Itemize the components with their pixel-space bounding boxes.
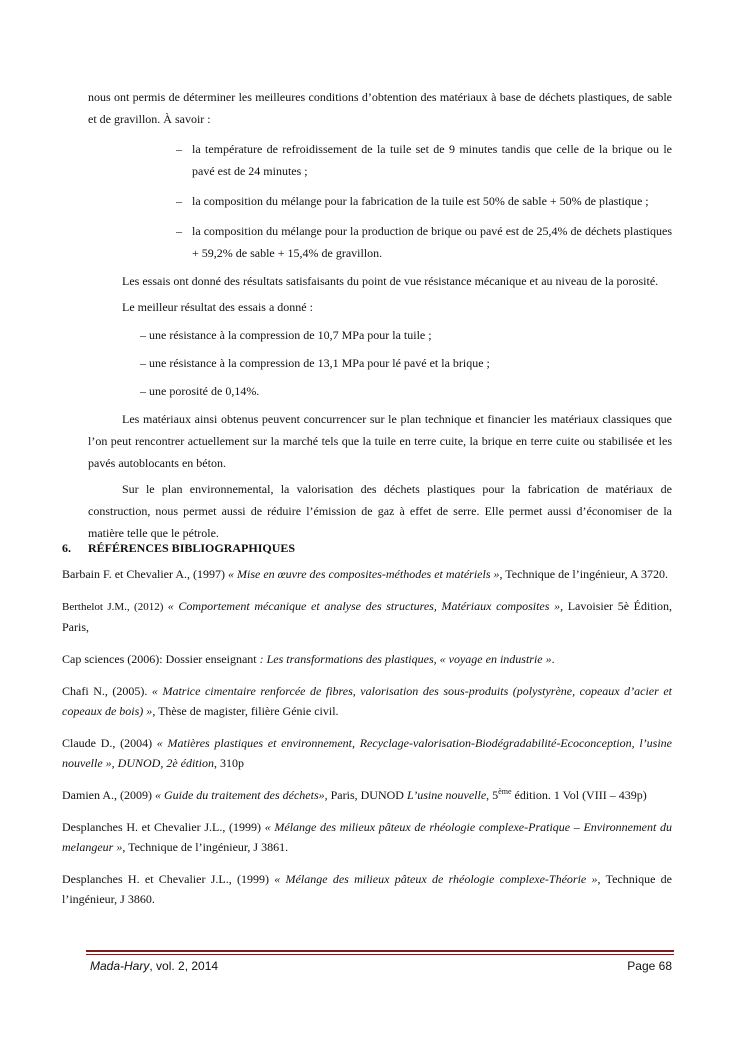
reference-entry <box>62 785 672 805</box>
reference-details: , 310p <box>213 756 244 770</box>
condition-item <box>176 138 672 182</box>
reference-series: L’usine nouvelle <box>406 788 487 802</box>
condition-text: la température de refroidissement de la tuile set de 9 minutes tandis que celle de la brique ou le pavé est de 24 minutes ; <box>192 142 672 178</box>
reference-author: Claude D., (2004) <box>62 736 157 750</box>
reference-list <box>62 564 672 921</box>
section-number: 6. <box>62 541 71 555</box>
reference-details: , Technique de l’ingénieur, A 3720. <box>499 567 668 581</box>
dash-marker: – <box>176 224 182 238</box>
reference-entry <box>62 869 672 909</box>
reference-details: , Thèse de magister, filière Génie civil. <box>152 704 339 718</box>
reference-author: Cap sciences (2006): Dossier enseignant <box>62 652 260 666</box>
best-result-item: – une porosité de 0,14%. <box>140 384 260 398</box>
reference-title: « Comportement mécanique et analyse des structures, Matériaux composites » <box>167 599 561 613</box>
intro-paragraph: nous ont permis de déterminer les meilleures conditions d’obtention des matériaux à base de déchets plastiques, de sable et de gravillon. À savoir : <box>88 90 672 126</box>
reference-title: « Mélange des milieux pâteux de rhéologie complexe-Pratique – Environnement du melangeur » <box>62 820 673 854</box>
reference-details: édition. 1 Vol (VIII – 439p) <box>511 788 647 802</box>
journal-details: , vol. 2, 2014 <box>149 959 219 973</box>
reference-author: Desplanches H. et Chevalier J.L., (1999) <box>62 872 275 886</box>
condition-item <box>176 190 672 212</box>
reference-details: , 5 <box>486 788 499 802</box>
dash-marker: – <box>176 194 182 208</box>
competition-paragraph: Les matériaux ainsi obtenus peuvent concurrencer sur le plan technique et financier les matériaux classiques que l’on peut rencontrer actuellement sur la marché tels que la tuile en terre cuite, la brique en terre cuite ou stabilisée et les pavés autoblocants en béton. <box>88 412 672 470</box>
reference-author: Chafi N., (2005). <box>62 684 152 698</box>
condition-text: la composition du mélange pour la fabrication de la tuile est 50% de sable + 50% de plastique ; <box>192 194 649 208</box>
reference-details: , Technique de l’ingénieur, J 3861. <box>122 840 289 854</box>
reference-title: « Mise en œuvre des composites-méthodes et matériels » <box>228 567 500 581</box>
journal-citation <box>90 956 218 976</box>
reference-details: , Technique de l’ingénieur, J 3860. <box>62 872 673 906</box>
section-heading <box>62 537 672 559</box>
reference-details: . <box>551 652 555 666</box>
reference-title: « Mélange des milieux pâteux de rhéologie complexe-Théorie » <box>274 872 598 886</box>
reference-entry <box>62 817 672 857</box>
dash-marker: – <box>176 142 182 156</box>
reference-title: : Les transformations des plastiques, « voyage en industrie » <box>259 652 552 666</box>
ordinal-superscript: ème <box>498 787 512 796</box>
condition-text: la composition du mélange pour la production de brique ou pavé est de 25,4% de déchets plastiques + 59,2% de sable + 15,4% de gravillon. <box>192 224 672 260</box>
page-number: Page 68 <box>627 959 672 973</box>
footer-divider-thin <box>86 954 674 955</box>
footer-divider <box>86 950 674 952</box>
reference-entry <box>62 596 672 637</box>
reference-author: Damien A., (2009) <box>62 788 155 802</box>
reference-title: « Matières plastiques et environnement, Recyclage-valorisation-Biodégradabilité-Ecoconception, l’usine nouvelle », DUNOD, 2è édition <box>62 736 672 770</box>
reference-author: Berthelot J.M., (2012) <box>62 601 168 613</box>
best-result-intro: Le meilleur résultat des essais a donné : <box>122 300 313 314</box>
reference-details: , Paris, DUNOD <box>324 788 407 802</box>
reference-title: « Matrice cimentaire renforcée de fibres, valorisation des sous-produits (polystyrène, copeaux d’acier et copeaux de bois) » <box>62 684 672 718</box>
best-result-item: – une résistance à la compression de 13,1 MPa pour lé pavé et la brique ; <box>140 356 490 370</box>
environment-paragraph: Sur le plan environnemental, la valorisation des déchets plastiques pour la fabrication de matériaux de construction, nous permet aussi de réduire l’émission de gaz à effet de serre. Elle permet aussi d’économiser de la matière telle que le pétrole. <box>88 482 672 540</box>
conclusion-text <box>88 86 672 544</box>
section-title: RÉFÉRENCES BIBLIOGRAPHIQUES <box>88 541 296 555</box>
page-footer <box>90 956 672 976</box>
reference-details: , Lavoisier 5è Édition, Paris, <box>62 599 672 634</box>
condition-item <box>176 220 672 264</box>
reference-entry <box>62 564 672 584</box>
reference-entry <box>62 733 672 773</box>
reference-author: Barbain F. et Chevalier A., (1997) <box>62 567 229 581</box>
reference-author: Desplanches H. et Chevalier J.L., (1999) <box>62 820 265 834</box>
reference-entry <box>62 681 672 721</box>
journal-name: Mada-Hary <box>90 959 150 973</box>
reference-entry <box>62 649 672 669</box>
best-result-item: – une résistance à la compression de 10,7 MPa pour la tuile ; <box>140 328 432 342</box>
results-paragraph: Les essais ont donné des résultats satisfaisants du point de vue résistance mécanique et au niveau de la porosité. <box>122 274 659 288</box>
reference-title: « Guide du traitement des déchets» <box>154 788 325 802</box>
